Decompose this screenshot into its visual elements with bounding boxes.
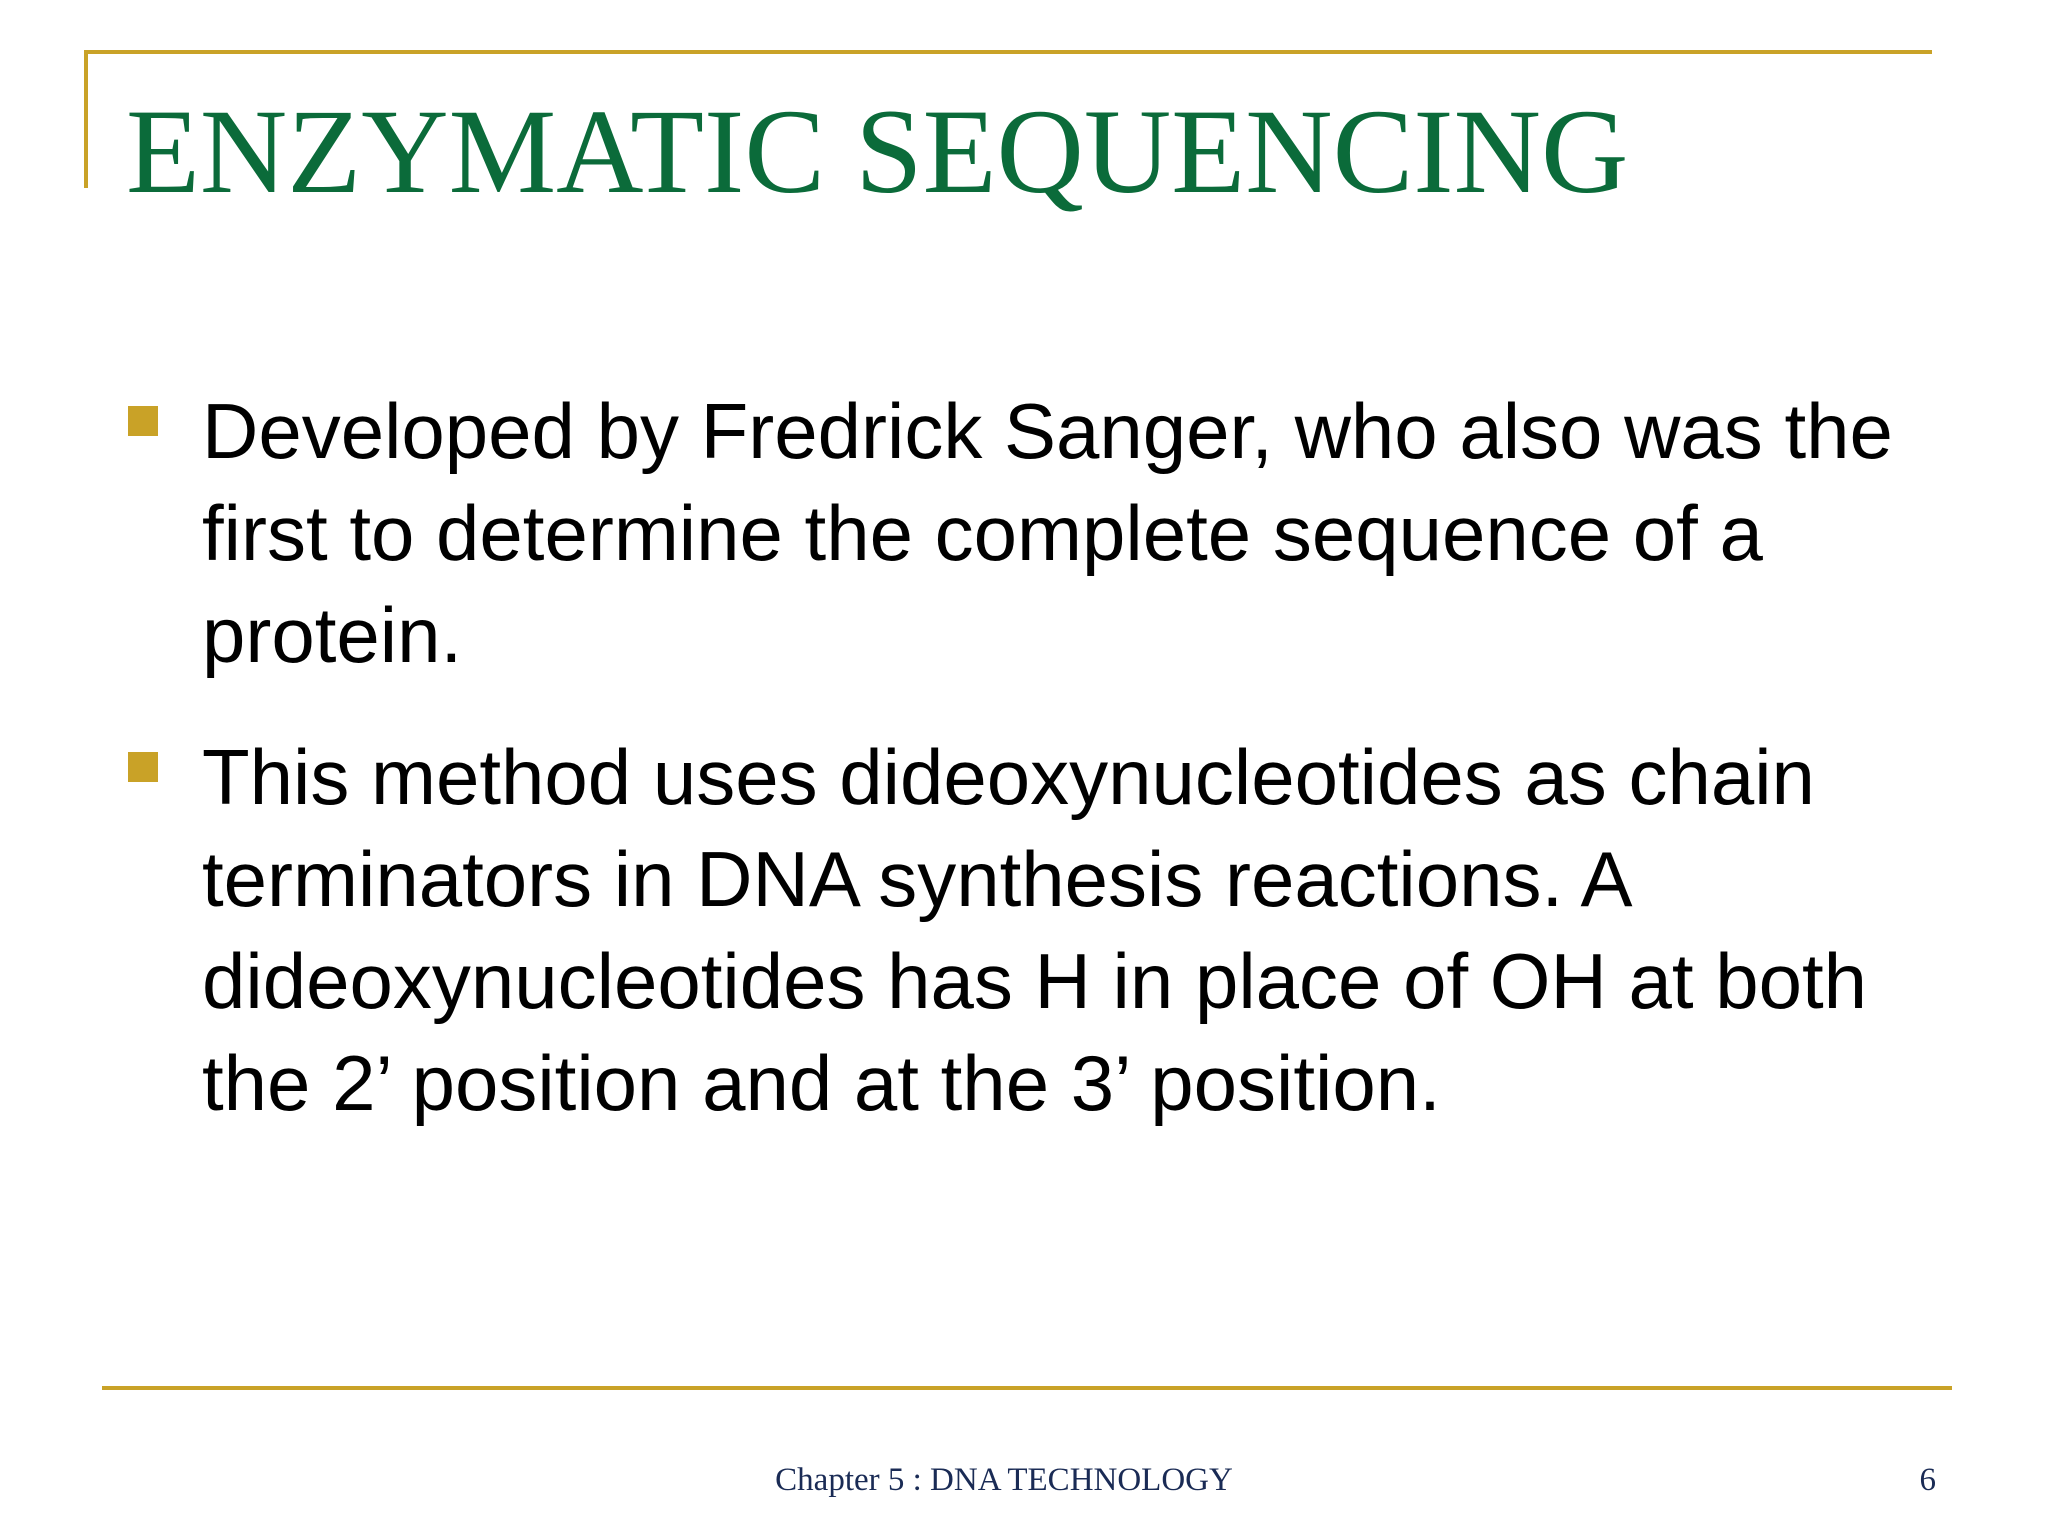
footer-rule: [102, 1386, 1952, 1390]
bullet-item: [0, 726, 2048, 1134]
bullet-item: [0, 380, 2048, 686]
bullet-list: [0, 380, 2048, 1174]
footer-chapter-label: Chapter 5 : DNA TECHNOLOGY: [775, 1462, 1233, 1498]
bullet-text: Developed by Fredrick Sanger, who also was the first to determine the complete sequence of a protein.: [202, 387, 1893, 679]
bullet-text: This method uses dideoxynucleotides as chain terminators in DNA synthesis reactions. A dideoxynucleotides has H in place of OH at both the 2’ position and at the 3’ position.: [202, 733, 1868, 1127]
title-frame-left-rule: [84, 50, 88, 188]
title-frame-top-rule: [84, 50, 1932, 54]
square-bullet-icon: [128, 406, 158, 436]
slide-title: ENZYMATIC SEQUENCING: [126, 85, 1629, 219]
square-bullet-icon: [128, 752, 158, 782]
page-number: 6: [1919, 1462, 1936, 1498]
